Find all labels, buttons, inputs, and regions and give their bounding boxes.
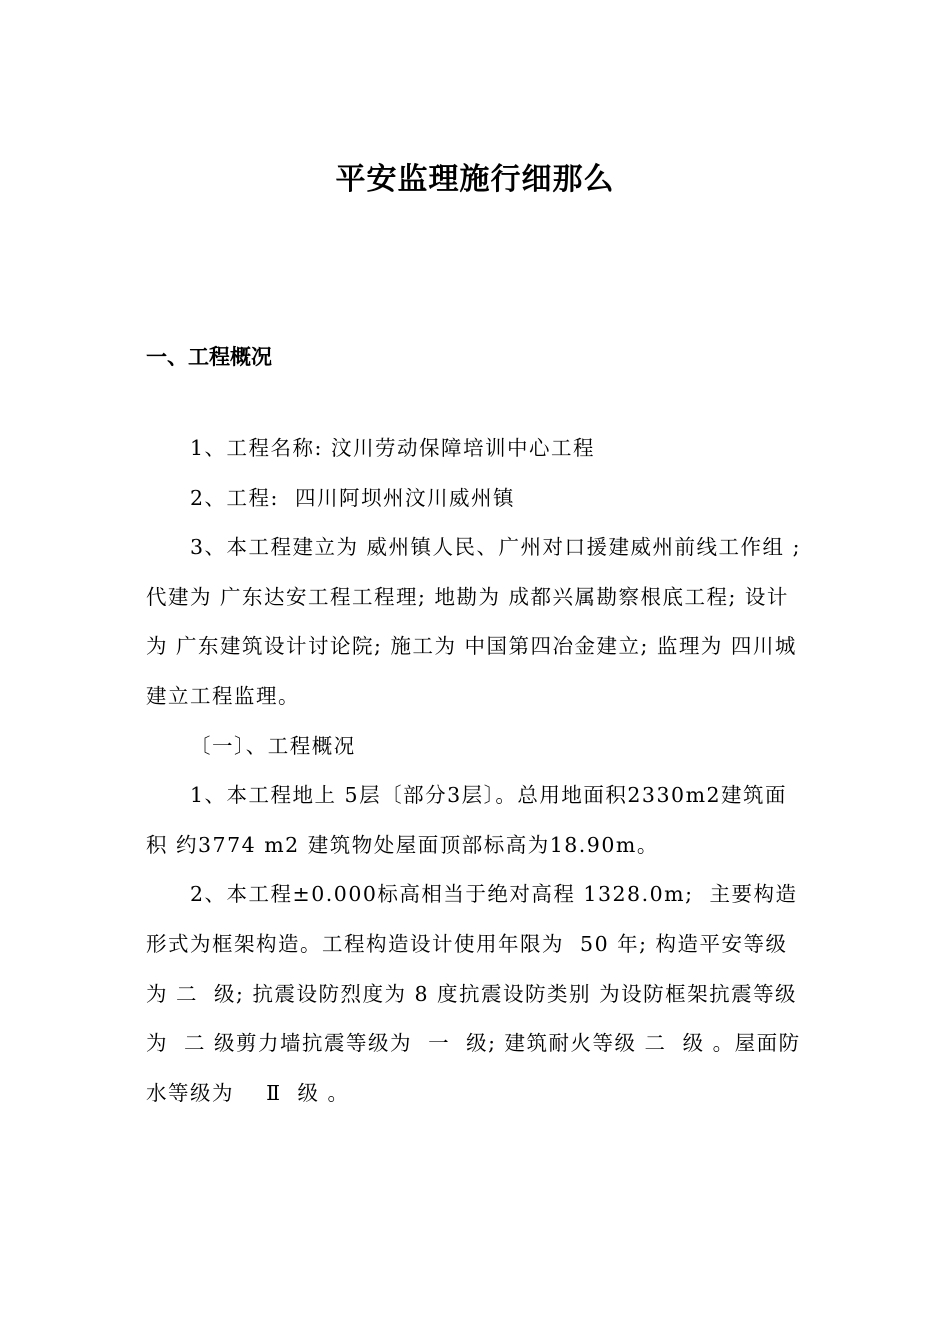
- section-heading: 一、工程概况: [146, 345, 272, 369]
- paragraph-building-area: 1、本工程地上 5层〔部分3层〕。总用地面积2330m2建筑面积 约3774 m2 建筑物处屋面顶部标高为18.90m。: [146, 783, 788, 857]
- paragraph-project-parties: 3、本工程建立为 威州镇人民、广州对口援建威州前线工作组 ; 代建为 广东达安工程工程理; 地勘为 成都兴属勘察根底工程; 设计为 广东建筑设计讨论院; 施工为 中国第四冶金建立; 监理为 四川城建立工程监理。: [146, 535, 810, 708]
- paragraph-structure-grades: 2、本工程±0.000标高相当于绝对高程 1328.0m; 主要构造形式为框架构造。工程构造设计使用年限为 50 年; 构造平安等级为 二 级; 抗震设防烈度为 8 度抗震设防类别 为设防框架抗震等级为 二 级剪力墙抗震等级为 一 级; 建筑耐火等级 二 级 。屋面防水等级为 Ⅱ 级 。: [146, 882, 801, 1105]
- paragraph-project-name: 1、工程名称: 汶川劳动保障培训中心工程: [190, 436, 595, 460]
- paragraph-subsection-heading: 〔一〕、工程概况: [190, 733, 356, 758]
- document-title: 平安监理施行细那么: [335, 162, 615, 197]
- document-body: [146, 424, 810, 1118]
- paragraph-project-location: 2、工程: 四川阿坝州汶川威州镇: [190, 485, 515, 510]
